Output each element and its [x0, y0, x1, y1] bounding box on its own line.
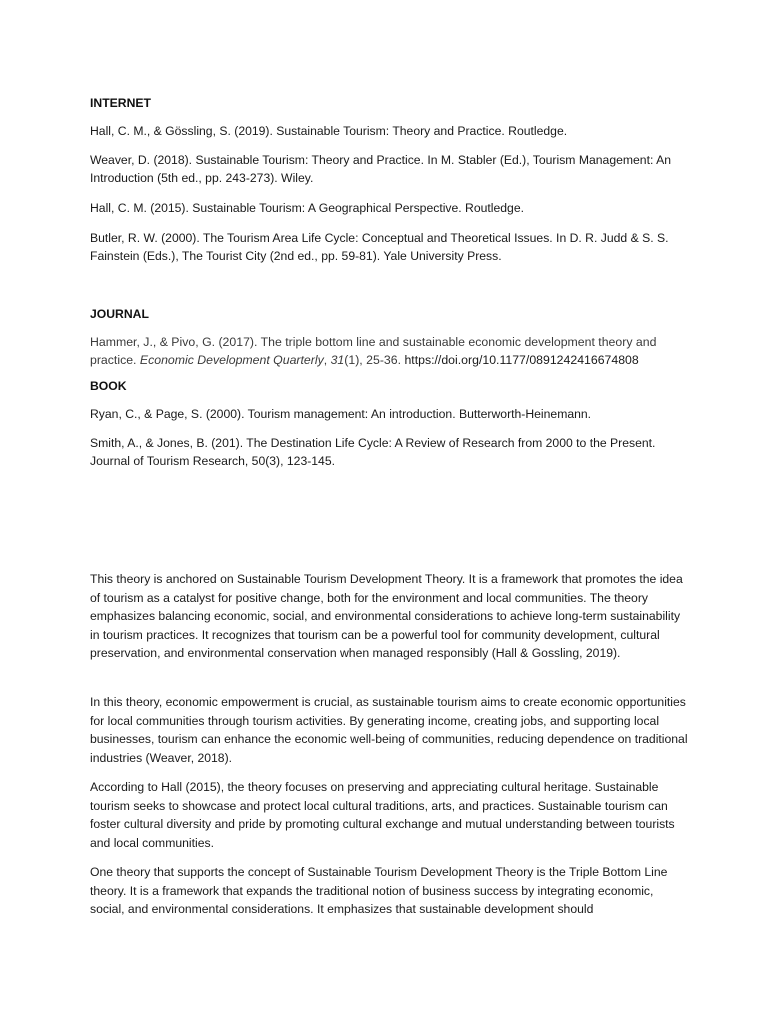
- body-paragraph-2: In this theory, economic empowerment is crucial, as sustainable tourism aims to create economic opportunities for local communities through tourism activities. By generating income, creating jobs, and supporting local businesses, tourism can enhance the economic well-being of communities, reducing dependence on traditional industries (Weaver, 2018).: [90, 695, 688, 765]
- journal-ref-name: Economic Development Quarterly: [139, 353, 324, 368]
- journal-ref-doi: https://doi.org/10.1177/0891242416674808: [404, 353, 639, 368]
- body-paragraph-3: According to Hall (2015), the theory focuses on preserving and appreciating cultural heritage. Sustainable tourism seeks to showcase and protect local cultural traditions, arts, and practices. Sustainable tourism can foster cultural diversity and pride by promoting cultural exchange and mutual understanding between tourists and local communities.: [90, 780, 675, 850]
- reference-internet-4: Butler, R. W. (2000). The Tourism Area Life Cycle: Conceptual and Theoretical Issues. In D. R. Judd & S. S. Fainstein (Eds.), The Tourist City (2nd ed., pp. 59-81). Yale University Press.: [90, 231, 669, 264]
- body-paragraph-1: This theory is anchored on Sustainable Tourism Development Theory. It is a framework that promotes the idea of tourism as a catalyst for positive change, both for the environment and local communities. The theory emphasizes balancing economic, social, and environmental considerations to achieve long-term sustainability in tourism practices. It recognizes that tourism can be a powerful tool for community development, cultural preservation, and environmental conservation when managed responsibly (Hall & Gossling, 2019).: [90, 572, 683, 661]
- reference-internet-2: Weaver, D. (2018). Sustainable Tourism: Theory and Practice. In M. Stabler (Ed.), Tourism Management: An Introduction (5th ed., pp. 243-273). Wiley.: [90, 153, 671, 186]
- journal-heading: JOURNAL: [90, 307, 149, 321]
- reference-book-1: Ryan, C., & Page, S. (2000). Tourism management: An introduction. Butterworth-Heinemann.: [90, 407, 592, 421]
- reference-internet-1: Hall, C. M., & Gössling, S. (2019). Sustainable Tourism: Theory and Practice. Routledge.: [90, 124, 568, 138]
- book-heading: BOOK: [90, 379, 127, 393]
- reference-book-2: Smith, A., & Jones, B. (201). The Destination Life Cycle: A Review of Research from 2000 to the Present. Journal of Tourism Research, 50(3), 123-145.: [90, 436, 656, 469]
- journal-ref-issue-pages: (1), 25-36.: [344, 353, 405, 368]
- journal-ref-volume: 31: [330, 353, 345, 368]
- journal-ref-sep: ,: [323, 353, 331, 368]
- internet-heading: INTERNET: [90, 96, 151, 110]
- reference-internet-3: Hall, C. M. (2015). Sustainable Tourism: A Geographical Perspective. Routledge.: [90, 201, 525, 215]
- reference-journal-1: [90, 333, 690, 370]
- body-paragraph-4: One theory that supports the concept of Sustainable Tourism Development Theory is the Triple Bottom Line theory. It is a framework that expands the traditional notion of business success by integrating economic, social, and environmental considerations. It emphasizes that sustainable development should: [90, 865, 668, 917]
- journal-ref-authors: Hammer, J., & Pivo, G. (2017). The triple bottom line and sustainable economic development theory and practice.: [90, 335, 657, 368]
